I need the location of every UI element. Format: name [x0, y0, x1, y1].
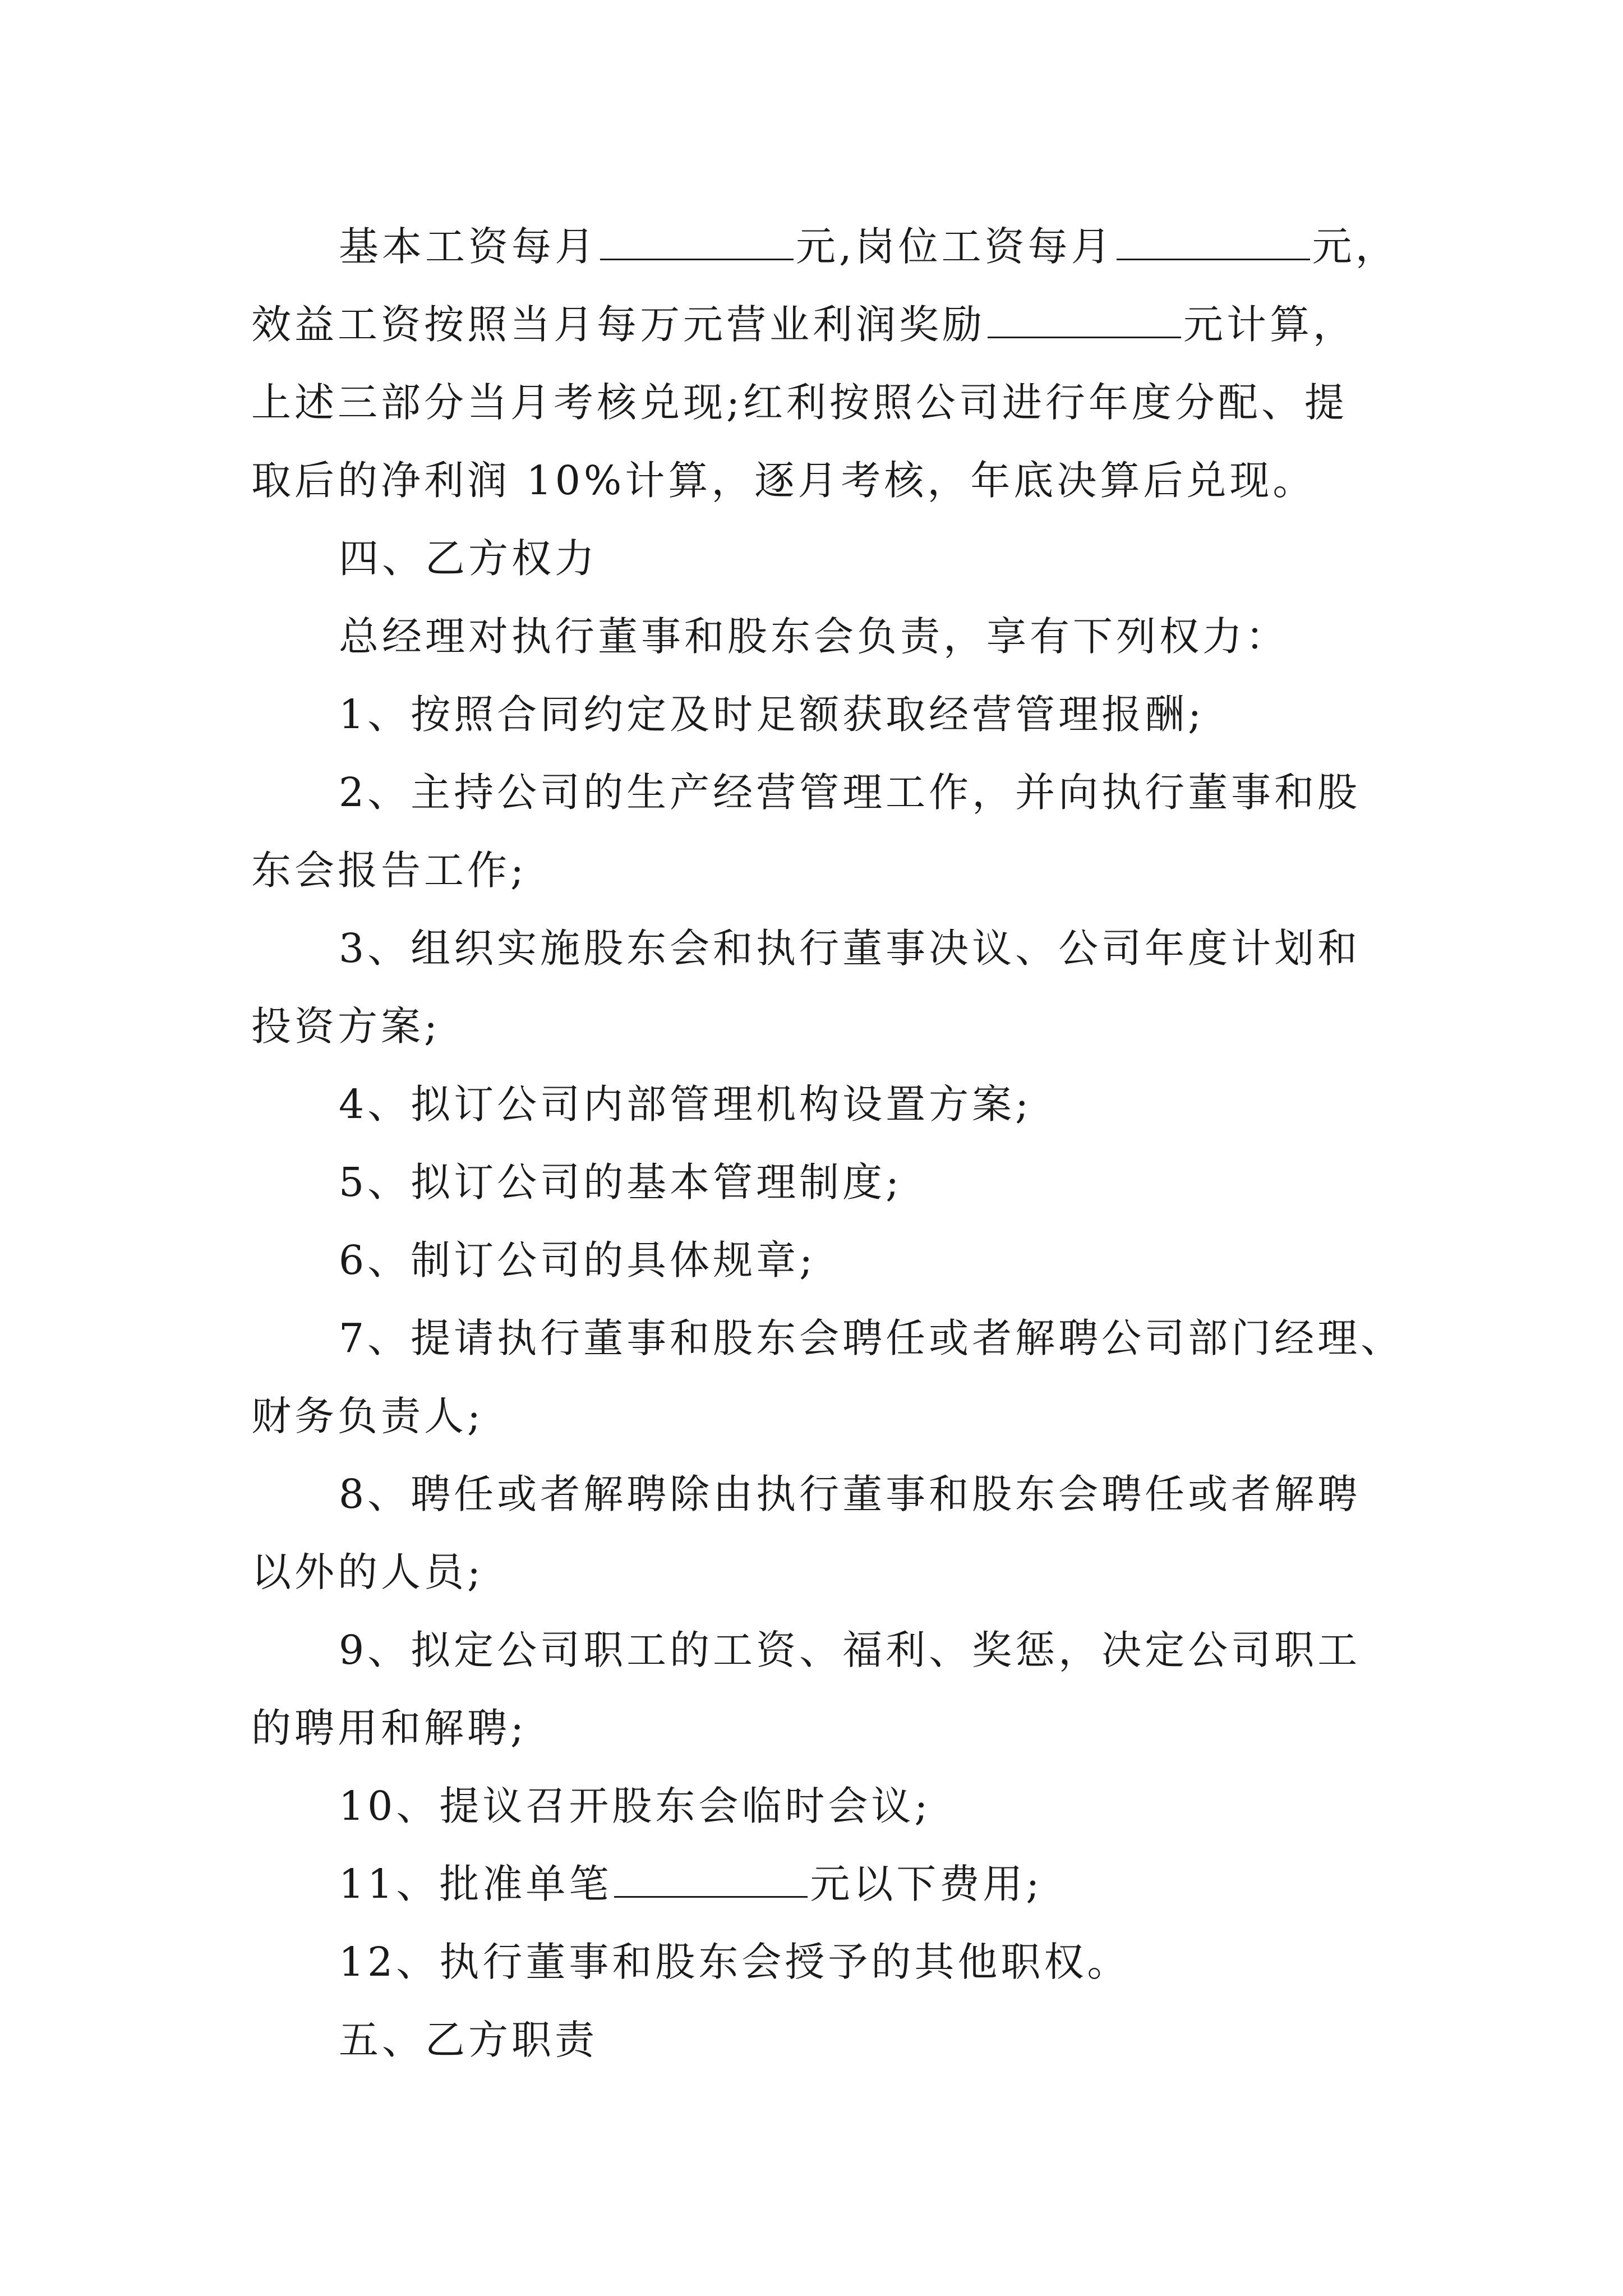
fill-in-blank — [614, 1861, 808, 1898]
list-item-7-cont: 财务负责人; — [251, 1393, 484, 1439]
fill-in-blank — [988, 302, 1181, 338]
salary-line-3: 上述三部分当月考核兑现;红利按照公司进行年度分配、提 — [251, 379, 1348, 426]
document-body — [251, 208, 1404, 2079]
salary-line-4: 取后的净利润 10%计算，逐月考核，年底决算后兑现。 — [251, 457, 1316, 504]
list-item-4: 4、拟订公司内部管理机构设置方案; — [339, 1081, 1032, 1128]
text: 11、批准单笔 — [339, 1861, 612, 1907]
text: 效益工资按照当月每万元营业利润奖励 — [251, 301, 986, 348]
list-item-8: 8、聘任或者解聘除由执行董事和股东会聘任或者解聘 — [339, 1471, 1361, 1517]
list-item-6: 6、制订公司的具体规章; — [339, 1237, 817, 1283]
section-4-intro: 总经理对执行董事和股东会负责，享有下列权力： — [339, 613, 1289, 660]
section-5-heading: 五、乙方职责 — [339, 2017, 598, 2063]
section-4-heading: 四、乙方权力 — [339, 535, 598, 582]
text: 元， — [1312, 223, 1399, 270]
list-item-11 — [251, 1845, 1401, 1923]
list-item-3: 3、组织实施股东会和执行董事决议、公司年度计划和 — [339, 925, 1361, 972]
fill-in-blank — [1117, 224, 1310, 260]
list-item-2-cont: 东会报告工作; — [251, 847, 527, 894]
list-item-9-cont: 的聘用和解聘; — [251, 1705, 527, 1751]
list-item-9: 9、拟定公司职工的工资、福利、奖惩，决定公司职工 — [339, 1627, 1361, 1673]
text: 基本工资每月 — [339, 223, 598, 270]
list-item-5: 5、拟订公司的基本管理制度; — [339, 1159, 903, 1205]
list-item-10: 10、提议召开股东会临时会议; — [339, 1783, 932, 1829]
list-item-7: 7、提请执行董事和股东会聘任或者解聘公司部门经理、 — [339, 1315, 1404, 1361]
salary-line-1 — [251, 208, 1401, 286]
fill-in-blank — [600, 224, 794, 260]
list-item-2: 2、主持公司的生产经营管理工作，并向执行董事和股 — [339, 769, 1361, 816]
list-item-12: 12、执行董事和股东会授予的其他职权。 — [339, 1939, 1131, 1985]
text: 元,岗位工资每月 — [796, 223, 1114, 270]
list-item-8-cont: 以外的人员; — [251, 1549, 484, 1595]
text: 元计算， — [1183, 301, 1357, 348]
list-item-1: 1、按照合同约定及时足额获取经营管理报酬; — [339, 691, 1205, 738]
salary-line-2 — [251, 286, 1401, 364]
list-item-3-cont: 投资方案; — [251, 1003, 441, 1050]
text: 元以下费用; — [810, 1861, 1043, 1907]
